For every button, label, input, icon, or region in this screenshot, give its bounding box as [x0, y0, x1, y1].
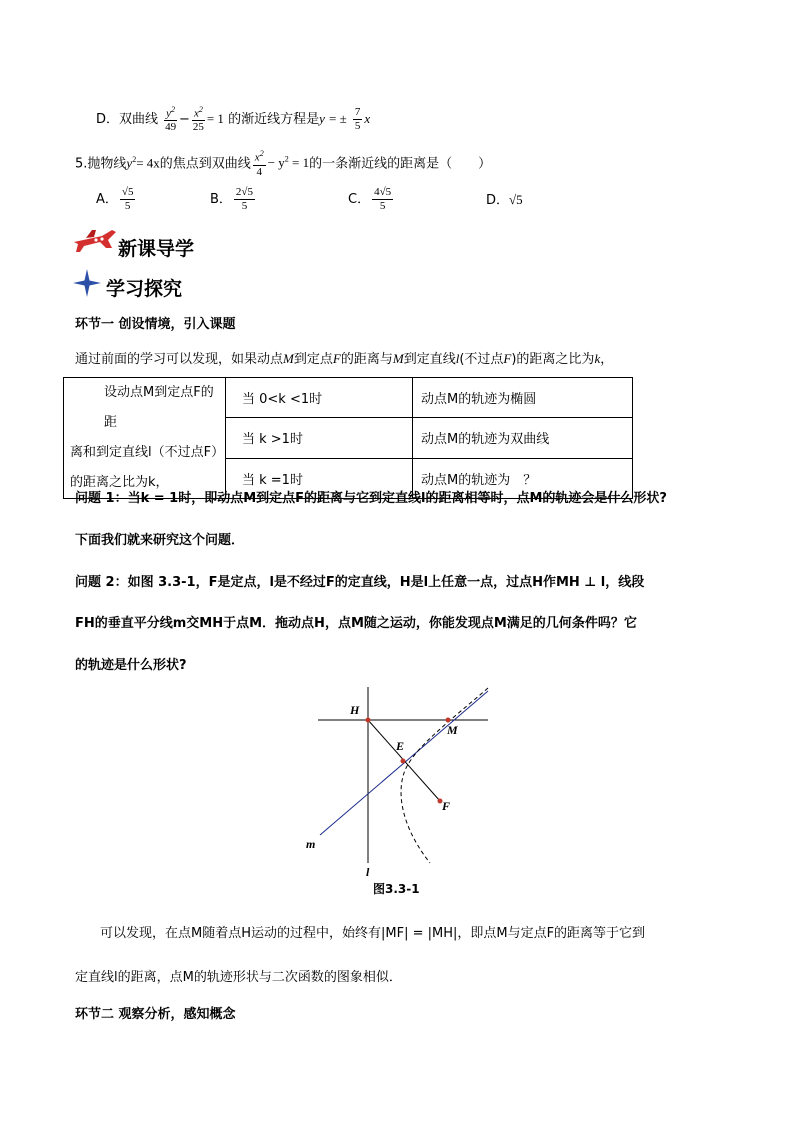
airplane-icon — [72, 224, 118, 254]
star-icon — [72, 268, 102, 298]
ratio-table — [63, 377, 633, 499]
figure-caption: 图3.3-1 — [373, 882, 420, 896]
label-h: H — [350, 703, 360, 717]
question-5: 5.抛物线$y^2= 4x$的焦点到双曲线 $\frac{x^2}{4}$ − $y^2 = 1$的一条渐近线的距离是（ ） — [75, 149, 492, 178]
label-e: E — [396, 739, 405, 753]
table-result-cell: 动点M的轨迹为椭圆 — [413, 378, 633, 418]
point-m — [446, 718, 451, 723]
table-cond-cell: 当 k >1时 — [226, 418, 413, 458]
fraction-y2-49: $\frac{y^2}{49}$ — [165, 104, 177, 134]
choice-a[interactable]: A． $\frac{√5}{5}$ — [96, 186, 134, 212]
section-heading-explore: 学习探究 — [106, 278, 183, 300]
parabola-curve — [401, 688, 488, 863]
stage-2-title: 环节二 观察分析，感知概念 — [75, 1007, 236, 1022]
option-d-label: D．双曲线 — [96, 112, 159, 127]
choice-b[interactable]: B． $\frac{2√5}{5}$ — [210, 186, 253, 212]
choice-d[interactable]: D．√5 — [486, 192, 523, 208]
question-1: 问题 1：当k = 1时，即动点M到定点F的距离与它到定直线l的距离相等时，点M的轨迹会是什么形状? — [75, 491, 667, 506]
point-h — [366, 718, 371, 723]
question-2-line-3: 的轨迹是什么形状? — [75, 658, 187, 673]
research-line: 下面我们就来研究这个问题． — [75, 533, 245, 548]
table-cond-cell: 当 0<k <1时 — [226, 378, 413, 418]
section-heading-new-lesson: 新课导学 — [118, 238, 195, 260]
label-m-line: m — [306, 837, 316, 851]
conclusion-line-1: 可以发现，在点M随着点H运动的过程中，始终有|MF| = |MH|，即点M与定点F的距离等于它到 — [100, 926, 646, 941]
label-m-point: M — [447, 723, 458, 737]
stage-1-intro: 通过前面的学习可以发现，如果动点M到定点F的距离与M到定直线l(不过点F)的距离之比为k， — [75, 351, 614, 367]
table-cond-cell: 当 k =1时 — [226, 458, 413, 498]
question-2-line-1: 问题 2：如图 3.3-1，F是定点，l是不经过F的定直线，H是l上任意一点，过点H作MH ⊥ l，线段 — [75, 575, 645, 590]
table-left-cell: 设动点M到定点F的距 离和到定直线l（不过点F） 的距离之比为k， — [64, 378, 226, 499]
fraction-7-5: $\frac{7}{5}$ — [354, 106, 361, 132]
figure-3-3-1 — [300, 685, 500, 885]
question-2-line-2: FH的垂直平分线m交MH于点M．拖动点H，点M随之运动，你能发现点M满足的几何条件吗？它 — [75, 616, 637, 631]
choice-c[interactable]: C． $\frac{4√5}{5}$ — [348, 186, 392, 212]
point-e — [401, 759, 406, 764]
conclusion-line-2: 定直线l的距离，点M的轨迹形状与二次函数的图象相似． — [75, 970, 402, 985]
option-d-line: D．双曲线 $\frac{y^2}{49}$ − $\frac{x^2}{25}$ = 1 的渐近线方程是y = ± $\frac{7}{5}$ x — [96, 104, 371, 134]
table-result-cell: 动点M的轨迹为双曲线 — [413, 418, 633, 458]
label-l: l — [366, 865, 370, 879]
fraction-x2-25: $\frac{x^2}{25}$ — [192, 104, 204, 134]
fraction-x2-4: $\frac{x^2}{4}$ — [254, 149, 264, 178]
label-f: F — [442, 799, 451, 813]
table-row — [64, 378, 633, 418]
option-d-mid-text: 的渐近线方程是 — [228, 112, 320, 127]
stage-1-title: 环节一 创设情境，引入课题 — [75, 317, 236, 332]
table-result-cell: 动点M的轨迹为 ？ — [413, 458, 633, 498]
